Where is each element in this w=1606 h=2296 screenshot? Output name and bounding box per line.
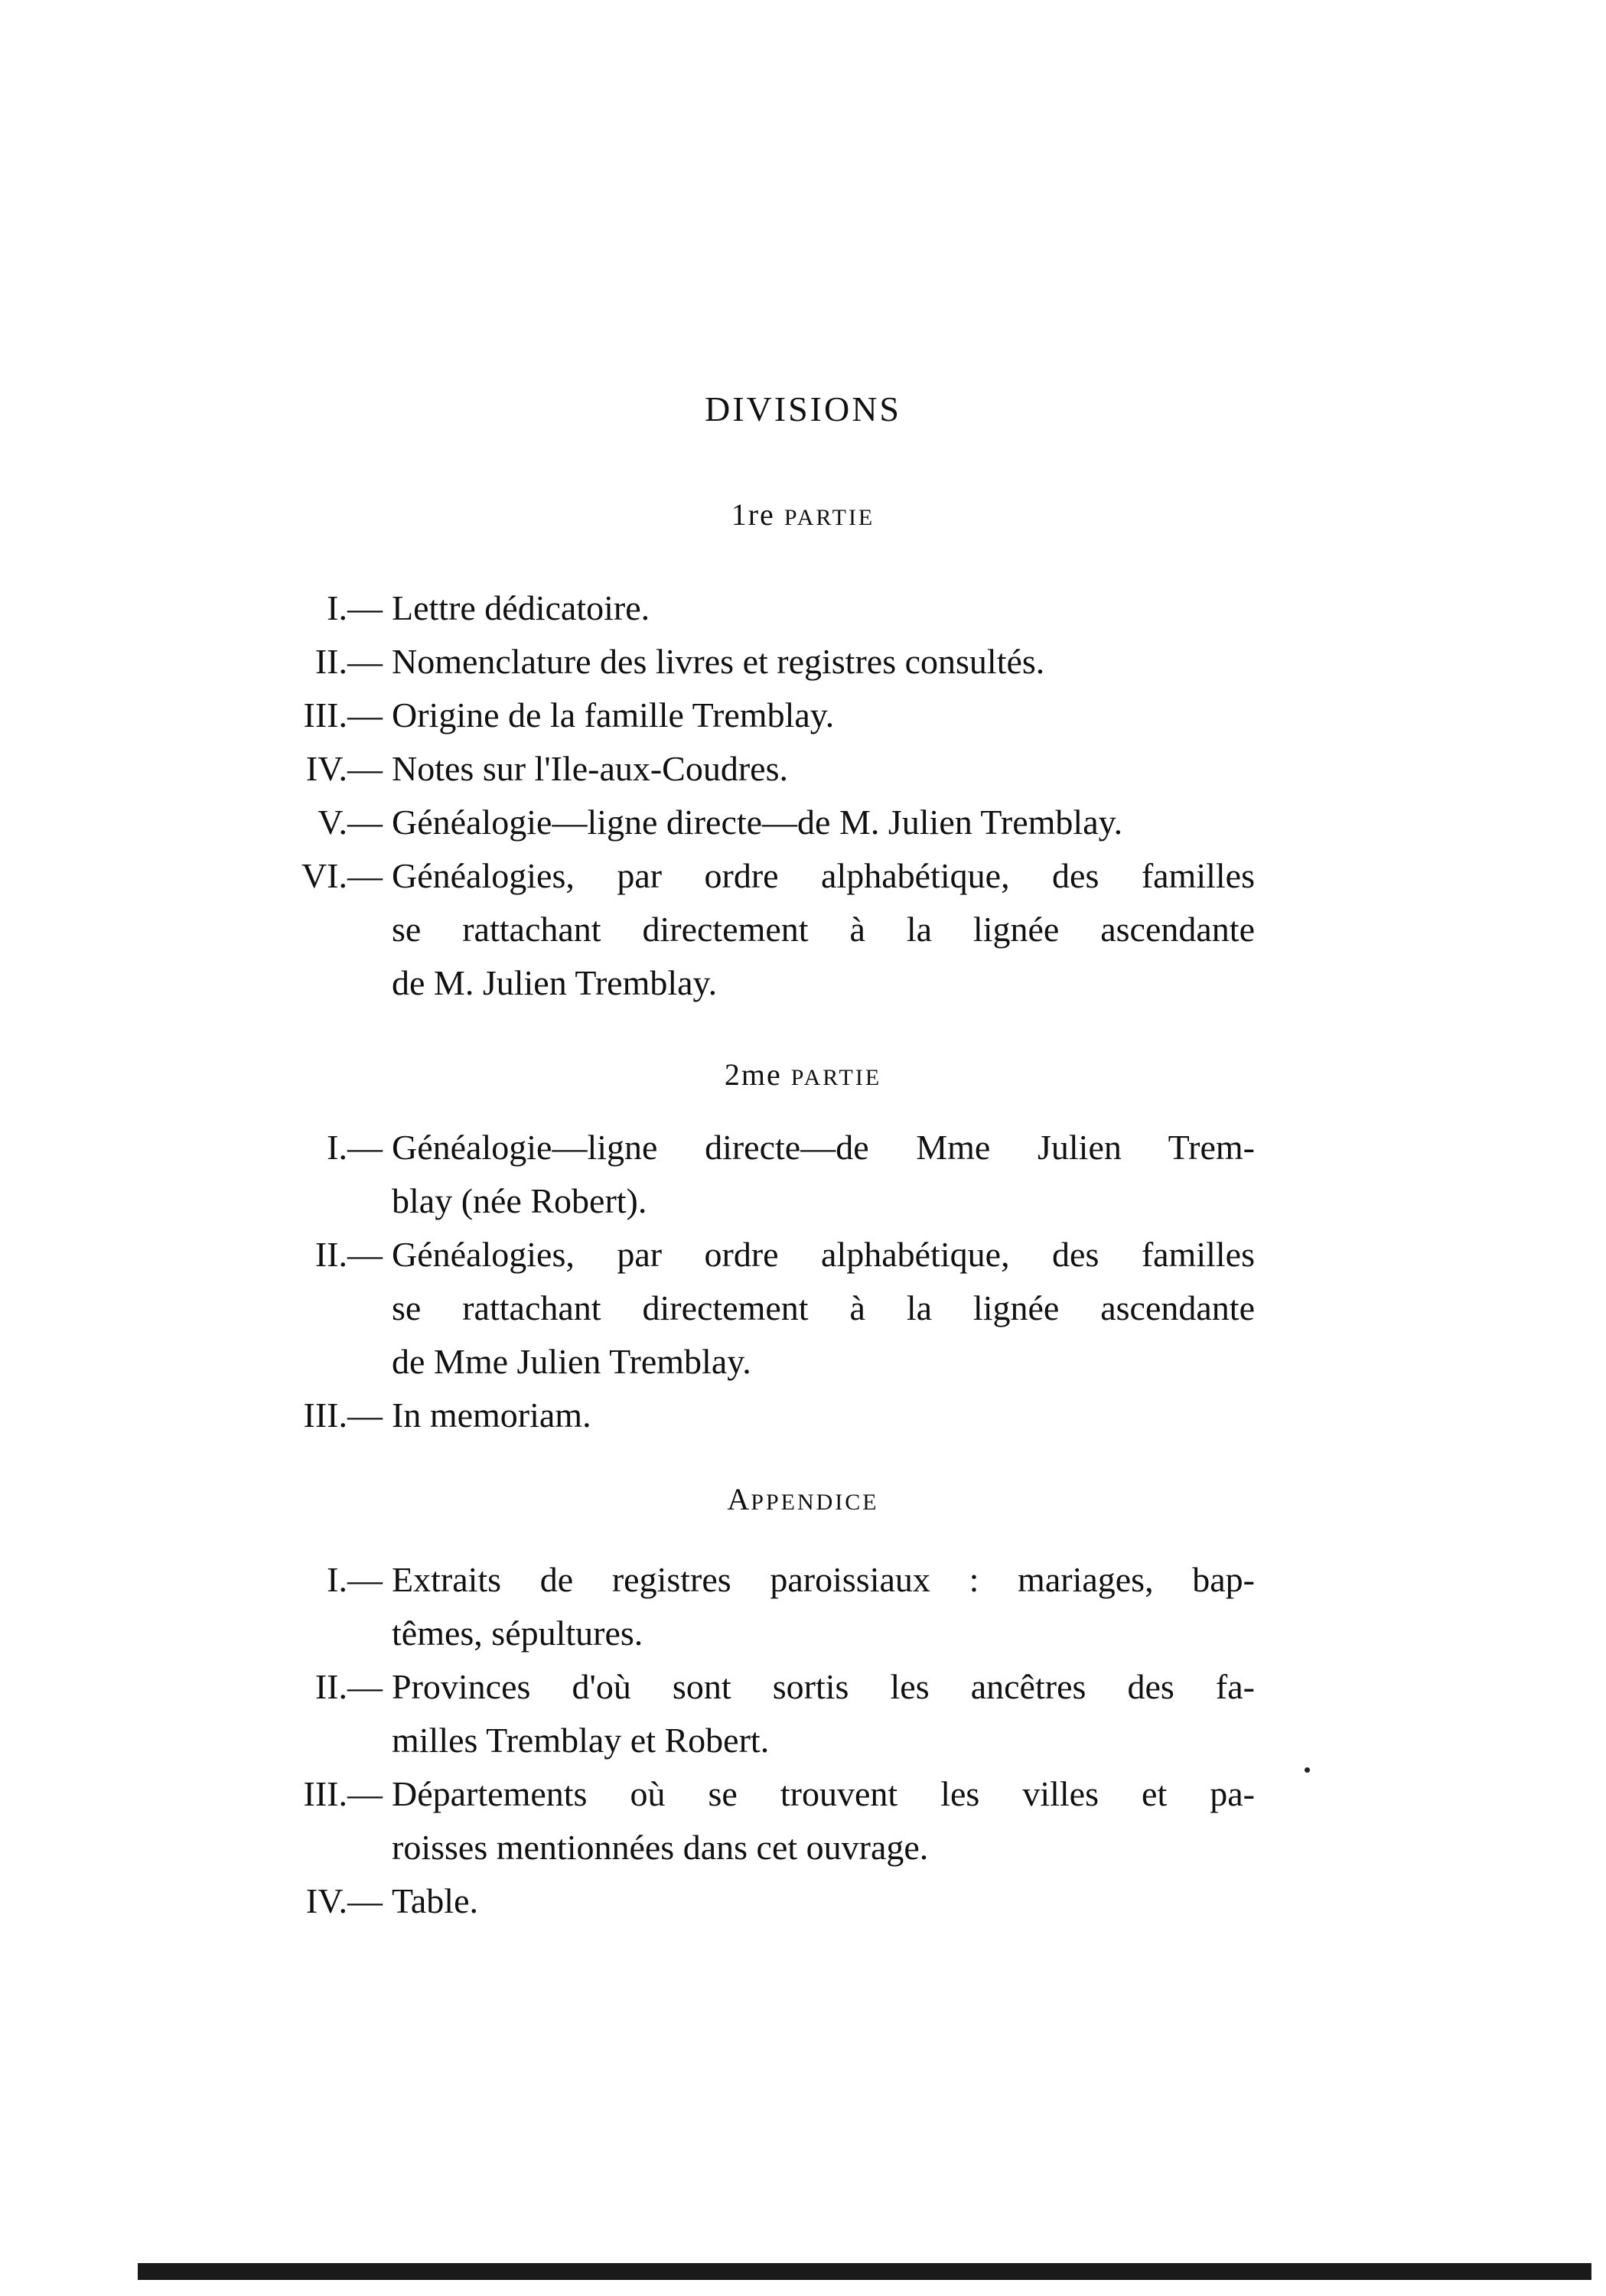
entry-number: I.— bbox=[327, 1128, 383, 1167]
entry-text-line: de M. Julien Tremblay. bbox=[392, 963, 718, 1002]
entry-text-line: se rattachant directement à la lignée ascendante bbox=[392, 910, 1255, 949]
entry-text-line: Généalogie—ligne directe—de Mme Julien Trem- bbox=[392, 1128, 1255, 1167]
entry-text-line: Extraits de registres paroissiaux : mariages, bap- bbox=[392, 1560, 1255, 1599]
entry-number: IV.— bbox=[305, 1881, 383, 1920]
entry-text-line: Table. bbox=[392, 1881, 479, 1920]
entry-number: I.— bbox=[327, 588, 383, 627]
entry-text-line: milles Tremblay et Robert. bbox=[392, 1721, 770, 1760]
entry-text-line: Provinces d'où sont sortis les ancêtres des fa- bbox=[392, 1667, 1255, 1706]
bottom-rule bbox=[138, 2263, 1591, 2280]
part-1-heading bbox=[0, 496, 1606, 537]
page-title: DIVISIONS bbox=[705, 389, 901, 428]
appendix-heading-prefix: A bbox=[727, 1482, 751, 1516]
entry-text-line: Origine de la famille Tremblay. bbox=[392, 695, 835, 734]
part-2-heading bbox=[0, 1056, 1606, 1097]
entry-text-line: Lettre dédicatoire. bbox=[392, 588, 650, 627]
entry-text-line: Généalogie—ligne directe—de M. Julien Tremblay. bbox=[392, 803, 1123, 842]
entry-text-line: se rattachant directement à la lignée ascendante bbox=[392, 1288, 1255, 1327]
entry-number: V.— bbox=[318, 803, 383, 842]
entry-text-line: Notes sur l'Ile-aux-Coudres. bbox=[392, 749, 788, 788]
entry-number: IV.— bbox=[305, 749, 383, 788]
entry-number: III.— bbox=[303, 1774, 383, 1813]
print-speck bbox=[1305, 1767, 1310, 1773]
entry-number: I.— bbox=[327, 1560, 383, 1599]
entry-text-line: Généalogies, par ordre alphabétique, des familles bbox=[392, 856, 1255, 895]
entry-number: II.— bbox=[314, 642, 383, 681]
appendix-heading-label: PPENDICE bbox=[751, 1490, 879, 1515]
entry-text-line: roisses mentionnées dans cet ouvrage. bbox=[392, 1828, 929, 1867]
entry-text-line: blay (née Robert). bbox=[392, 1181, 647, 1220]
entry-number: III.— bbox=[303, 695, 383, 734]
entry-text-line: de Mme Julien Tremblay. bbox=[392, 1342, 751, 1381]
part-2-heading-label: PARTIE bbox=[790, 1065, 882, 1090]
entry-text-line: Départements où se trouvent les villes et pa- bbox=[392, 1774, 1255, 1813]
entry-text-line: Nomenclature des livres et registres consultés. bbox=[392, 642, 1045, 681]
entry-number: VI.— bbox=[301, 856, 383, 895]
entry-number: II.— bbox=[314, 1667, 383, 1706]
appendix-heading bbox=[0, 1480, 1606, 1522]
entry-text-line: Généalogies, par ordre alphabétique, des familles bbox=[392, 1235, 1255, 1274]
entry-number: II.— bbox=[314, 1235, 383, 1274]
entry-text-line: têmes, sépultures. bbox=[392, 1614, 643, 1653]
entry-text-line: In memoriam. bbox=[392, 1396, 591, 1435]
entry-number: III.— bbox=[303, 1396, 383, 1435]
part-1-heading-prefix: 1re bbox=[731, 497, 775, 532]
part-2-heading-prefix: 2me bbox=[724, 1057, 782, 1092]
part-1-heading-label: PARTIE bbox=[783, 505, 875, 530]
